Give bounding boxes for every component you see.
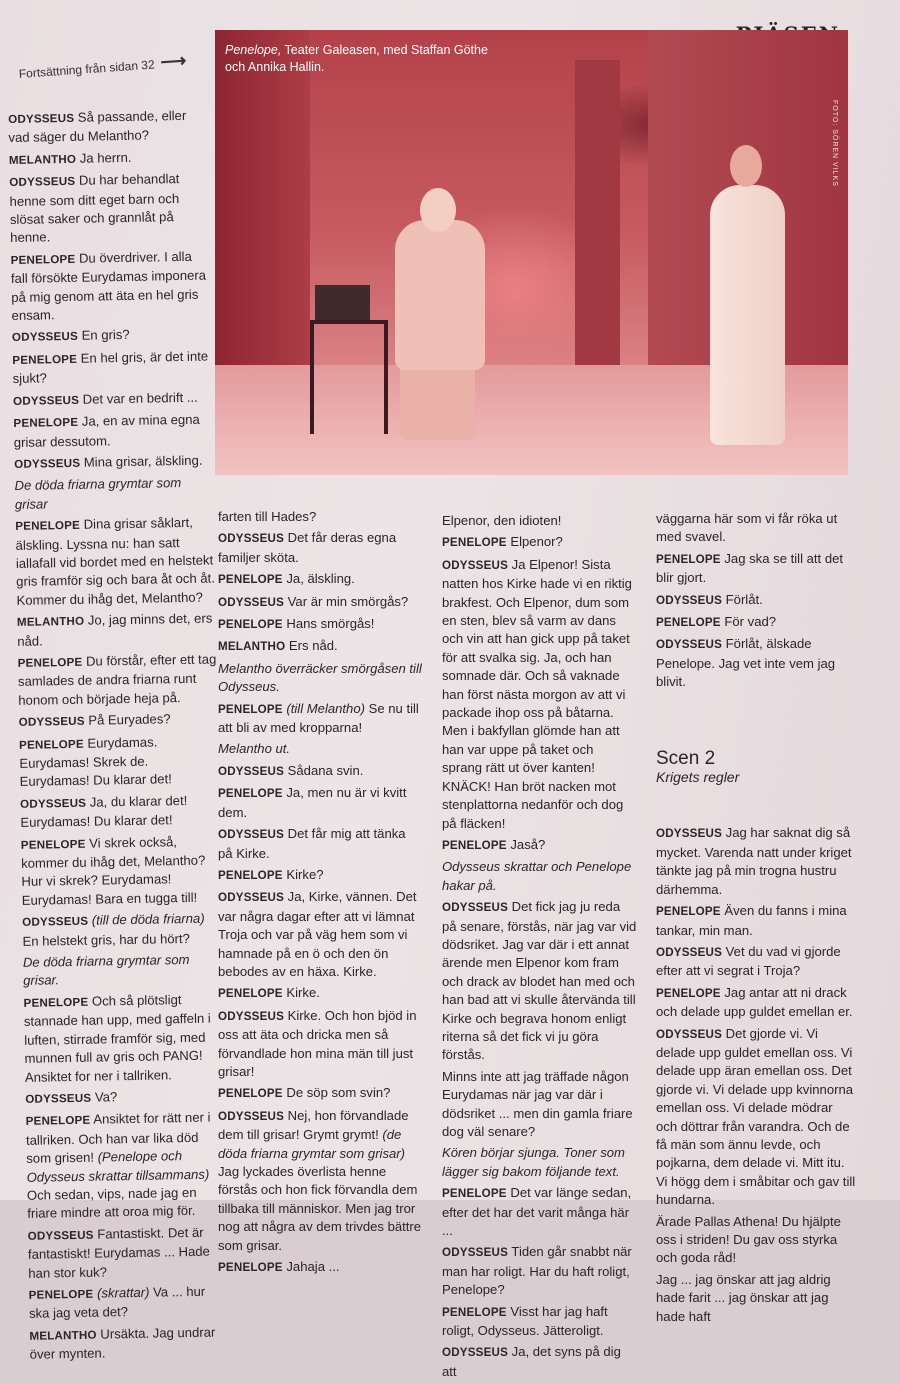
speaker-name: PENELOPE <box>656 987 721 1000</box>
script-line <box>13 388 213 411</box>
scene-subtitle: Krigets regler <box>656 768 856 786</box>
line-text: En hel gris, är det inte sjukt? <box>13 348 209 386</box>
script-line <box>218 1007 423 1082</box>
text-column-3 <box>442 512 637 1384</box>
script-line <box>218 984 423 1003</box>
line-text: Va? <box>91 1089 117 1104</box>
speaker-name: PENELOPE <box>218 618 283 631</box>
stool-shape <box>310 320 388 434</box>
stage-direction: Melantho ut. <box>218 741 290 756</box>
script-line <box>19 710 219 733</box>
speaker-name: ODYSSEUS <box>218 1010 284 1023</box>
script-line <box>442 556 637 833</box>
script-line <box>218 866 423 885</box>
script-line <box>218 615 423 634</box>
script-line <box>442 1303 637 1341</box>
line-text: Ursäkta. Jag undrar över mynten. <box>30 1324 216 1362</box>
inline-stage-direction: (till de döda friarna) <box>88 911 205 928</box>
line-text: Det var en bedrift ... <box>79 389 198 406</box>
script-line <box>442 533 637 552</box>
script-line <box>656 943 856 981</box>
script-line <box>656 984 856 1022</box>
line-text: Kirke. Och hon bjöd in oss att äta och dricka men så förvandlade hon mina män till just grisar! <box>218 1008 417 1079</box>
line-text: farten till Hades? <box>218 509 316 524</box>
script-line <box>23 990 225 1087</box>
line-text: Kirke. <box>283 985 320 1000</box>
speaker-name: MELANTHO <box>9 153 77 167</box>
text-column-1 <box>8 107 230 1368</box>
speaker-name: PENELOPE <box>218 1087 283 1100</box>
line-text: På Euryades? <box>85 711 171 727</box>
line-text: Mina grisar, älskling. <box>80 453 203 470</box>
script-line <box>218 593 423 612</box>
script-line <box>29 1323 230 1364</box>
speaker-name: ODYSSEUS <box>14 457 80 471</box>
script-line <box>218 888 423 981</box>
actor-man-shape <box>395 220 485 370</box>
radio-shape <box>315 285 370 320</box>
script-line <box>8 107 209 148</box>
arrow-right-icon: ⟶ <box>160 50 187 72</box>
line-text: Elpenor? <box>507 534 563 549</box>
script-line <box>656 591 856 610</box>
script-line <box>656 510 856 547</box>
actor-woman-shape <box>710 185 785 445</box>
line-text: För vad? <box>721 614 776 629</box>
line-text: Jag ska se till att det blir gjort. <box>656 551 843 585</box>
script-line <box>20 791 221 832</box>
photo-caption: Penelope, Teater Galeasen, med Staffan Göthe och Annika Hallin. <box>225 42 495 76</box>
speaker-name: PENELOPE <box>13 416 78 430</box>
line-text: Var är min smörgås? <box>284 594 408 609</box>
script-line <box>13 411 214 452</box>
speaker-name: PENELOPE <box>442 839 507 852</box>
speaker-name: PENELOPE <box>656 553 721 566</box>
line-text: Va ... hur ska jag veta det? <box>29 1284 205 1321</box>
speaker-name: PENELOPE <box>656 905 721 918</box>
speaker-name: PENELOPE <box>218 703 283 716</box>
speaker-name: PENELOPE <box>21 837 86 851</box>
line-text: Ja, det syns på dig att <box>442 1344 621 1378</box>
line-text: Jaså? <box>507 837 546 852</box>
speaker-name: ODYSSEUS <box>656 1028 722 1041</box>
line-text: Vi skrek också, kommer du ihåg det, Melantho? Hur vi skrek? Eurydamas! Eurydamas! Bara en tugga till! <box>21 834 205 908</box>
line-text: Det var länge sedan, efter det har det varit många här ... <box>442 1185 631 1238</box>
script-line <box>218 570 423 589</box>
script-line <box>21 832 222 910</box>
line-text: Tiden går snabbt när man har roligt. Har du haft roligt, Penelope? <box>442 1244 632 1297</box>
script-line <box>218 1107 423 1255</box>
speaker-name: ODYSSEUS <box>218 765 284 778</box>
stage-direction: Melantho överräcker smörgåsen till Odysseus. <box>218 661 422 694</box>
line-text: Nej, hon förvandlade dem till grisar! Grymt grymt! <box>218 1108 409 1142</box>
inline-stage-direction: (till Melantho) <box>283 701 365 716</box>
line-text: Du har behandlat henne som ditt eget barn och slösat saker och grannlåt på henne. <box>9 171 179 245</box>
stage-direction: De döda friarna grymtar som grisar <box>14 475 181 511</box>
scene-heading: Scen 2 <box>656 750 856 768</box>
script-line <box>218 660 423 697</box>
script-line <box>656 902 856 940</box>
speaker-name: PENELOPE <box>18 656 83 670</box>
script-line <box>656 1213 856 1268</box>
line-text: Minns inte att jag träffade någon Eurydamas när jag var där i dödsriket ... men din gamla friare dog väl senare? <box>442 1069 633 1139</box>
speaker-name: ODYSSEUS <box>12 330 78 344</box>
script-line <box>442 898 637 1065</box>
speaker-name: PENELOPE <box>218 987 283 1000</box>
inline-stage-direction: (Penelope och Odysseus skrattar tillsammans) <box>26 1148 209 1184</box>
column-4-bottom <box>656 824 856 1326</box>
script-line <box>442 1243 637 1299</box>
line-text: Så passande, eller vad säger du Melantho? <box>8 108 186 146</box>
script-line <box>656 1271 856 1326</box>
script-line <box>12 325 212 348</box>
script-line <box>218 740 423 758</box>
line-text: Ja, Kirke, vännen. Det var några dagar efter att vi lämnat Troja och var på väg hem som vi hamnade på en ö och den ön bebodes av en häxa. Kirke. <box>218 889 417 979</box>
speaker-name: PENELOPE <box>218 787 283 800</box>
speaker-name: PENELOPE <box>218 573 283 586</box>
speaker-name: ODYSSEUS <box>442 1346 508 1359</box>
script-line <box>442 1144 637 1181</box>
script-line <box>218 825 423 863</box>
line-text: Och sedan, vips, nade jag en friare mindre att oroa mig för. <box>27 1185 197 1221</box>
script-line <box>442 1068 637 1142</box>
stage-photo <box>215 30 848 475</box>
speaker-name: PENELOPE <box>656 616 721 629</box>
speaker-name: ODYSSEUS <box>218 532 284 545</box>
script-line <box>25 1086 225 1109</box>
speaker-name: PENELOPE <box>218 869 283 882</box>
script-line <box>10 247 211 325</box>
line-text: De söp som svin? <box>283 1085 391 1100</box>
speaker-name: PENELOPE <box>12 353 77 367</box>
line-text: Elpenor, den idioten! <box>442 513 561 528</box>
speaker-name: ODYSSEUS <box>442 1246 508 1259</box>
speaker-name: ODYSSEUS <box>19 715 85 729</box>
line-text: väggarna här som vi får röka ut med svavel. <box>656 511 837 544</box>
line-text: Förlåt, älskade Penelope. Jag vet inte vem jag blivit. <box>656 636 835 689</box>
speaker-name: ODYSSEUS <box>656 594 722 607</box>
script-line <box>442 858 637 895</box>
text-column-4 <box>656 510 856 1329</box>
speaker-name: ODYSSEUS <box>25 1092 91 1106</box>
line-text: Vet du vad vi gjorde efter att vi segrat i Troja? <box>656 944 841 978</box>
speaker-name: PENELOPE <box>26 1114 91 1128</box>
line-text: Ja, men nu är vi kvitt dem. <box>218 785 406 819</box>
line-text: Jo, jag minns det, ers nåd. <box>17 611 212 649</box>
speaker-name: PENELOPE <box>29 1288 94 1302</box>
script-line <box>218 508 423 526</box>
line-text: Ers nåd. <box>285 638 337 653</box>
photo-credit: FOTO: SÖREN VILKS <box>831 100 838 187</box>
line-text: Ja herrn. <box>76 150 132 166</box>
script-line <box>218 1258 423 1277</box>
script-line <box>29 1282 230 1323</box>
line-text: En gris? <box>78 327 130 343</box>
line-text: Även du fanns i mina tankar, min man. <box>656 903 847 937</box>
speaker-name: PENELOPE <box>442 1306 507 1319</box>
speaker-name: MELANTHO <box>218 640 285 653</box>
script-line <box>218 762 423 781</box>
line-text: Dina grisar såklart, älskling. Lyssna nu: han satt iallafall vid bordet med en helstekt gris framför sig och bara åt och åt. Kommer du ihåg det, Melantho? <box>15 515 215 608</box>
line-text: En helstekt gris, har du hört? <box>22 931 190 949</box>
line-text: Jag lyckades överlista henne förstås och hon fick förvandla dem tillbaka till människor. Men jag tror nog att några av dem trivdes bättre som grisar. <box>218 1164 421 1253</box>
column-4-top <box>656 510 856 692</box>
script-line <box>19 732 220 792</box>
line-text: Jag ... jag önskar att jag aldrig hade farit ... jag önskar att jag hade haft <box>656 1272 831 1324</box>
speaker-name: ODYSSEUS <box>22 915 88 929</box>
inline-stage-direction: (de döda friarna grymtar som grisar) <box>218 1127 405 1160</box>
speaker-name: MELANTHO <box>29 1328 97 1342</box>
script-line <box>17 650 218 710</box>
line-text: Det gjorde vi. Vi delade upp guldet emellan oss. Vi delade upp äran emellan oss. Det gjorde vi. Vi delade upp kvinnorna emellan oss. Vi delade mödrar och döttrar från varandra. Och de få män som ännu levde, och pojkarna, dem delade vi. Mitt itu. Vi högg dem i småbitar och gav till hundarna. <box>656 1026 855 1208</box>
speaker-name: ODYSSEUS <box>656 827 722 840</box>
script-line <box>442 1184 637 1240</box>
script-line <box>218 784 423 822</box>
script-line <box>656 550 856 588</box>
script-line <box>23 950 224 990</box>
stage-direction: Kören börjar sjunga. Toner som lägger sig bakom följande text. <box>442 1145 625 1178</box>
line-text: Det får mig att tänka på Kirke. <box>218 826 406 860</box>
line-text: Ja Elpenor! Sista natten hos Kirke hade vi en riktig brakfest. Och Elpenor, dum som en sten, blev så varm av dans och vin att han gick upp på taket för att svalka sig. Ja, och han somnade där. Och så vaknade han först nästa morgon av att vi packade ihop oss på båtarna. Men i bakfyllan glömde han att han var uppe på taket och sprang rätt ut över kanten! KNÄCK! Han bröt nacken mot stenplattorna nedanför och dog på fläcken! <box>442 557 632 831</box>
script-line <box>218 529 423 567</box>
speaker-name: PENELOPE <box>23 996 88 1010</box>
line-text: Se nu till att bli av med kropparna! <box>218 701 419 735</box>
speaker-name: ODYSSEUS <box>218 596 284 609</box>
stage-direction: De döda friarna grymtar som grisar. <box>23 952 190 988</box>
line-text: Eurydamas. Eurydamas! Skrek de. Eurydamas! Du klarar det! <box>19 734 172 789</box>
line-text: Du förstår, efter ett tag samlades de andra friarna runt honom och började heja på. <box>18 651 217 707</box>
speaker-name: ODYSSEUS <box>218 891 284 904</box>
speaker-name: ODYSSEUS <box>442 901 508 914</box>
line-text: Du överdriver. I alla fall försökte Eurydamas imponera på mig genom att äta en hel gris ensam. <box>11 249 206 323</box>
speaker-name: ODYSSEUS <box>442 559 508 572</box>
script-line <box>442 836 637 855</box>
line-text: Jahaja ... <box>283 1259 340 1274</box>
script-line <box>22 910 223 951</box>
speaker-name: ODYSSEUS <box>9 175 75 189</box>
script-line <box>9 147 209 170</box>
script-line <box>15 514 217 611</box>
line-text: Förlåt. <box>722 592 763 607</box>
line-text: Ja, älskling. <box>283 571 355 586</box>
script-line <box>442 512 637 530</box>
line-text: Jag har saknat dig så mycket. Varenda natt under kriget tänkte jag på min trogna hustru därhemma. <box>656 825 852 896</box>
line-text: Och så plötsligt stannade han upp, med gaffeln i luften, stirrade framför sig, med munnen full av gris och PANG! Ansiktet for ner i tallriken. <box>24 992 211 1084</box>
speaker-name: PENELOPE <box>19 737 84 751</box>
speaker-name: ODYSSEUS <box>656 946 722 959</box>
line-text: Ja, en av mina egna grisar dessutom. <box>14 412 200 450</box>
speaker-name: ODYSSEUS <box>13 393 79 407</box>
speaker-name: MELANTHO <box>17 615 85 629</box>
script-line <box>9 170 210 248</box>
script-line <box>656 613 856 632</box>
continuation-note <box>18 50 187 83</box>
line-text: Fantastiskt. Det är fantastiskt! Eurydamas ... Hade han stor kuk? <box>28 1225 210 1281</box>
stage-direction: Odysseus skrattar och Penelope hakar på. <box>442 859 631 892</box>
line-text: Ansiktet for rätt ner i tallriken. Och han var lika död som grisen! <box>26 1110 211 1166</box>
continuation-text: Fortsättning från sidan 32 <box>18 57 155 80</box>
speaker-name: ODYSSEUS <box>20 797 86 811</box>
line-text: Det fick jag ju reda på senare, förstås, när jag var vid dödsriket. Jag var där i ett annat ärende men Elpenor kom fram och drack av blodet han med och han bad att vi skulle återvända till Kirke och begrava honom enligt riterna så det fick vi ju göra förstås. <box>442 899 636 1062</box>
script-line <box>14 451 214 474</box>
script-line <box>656 824 856 899</box>
line-text: Ärade Pallas Athena! Du hjälpte oss i striden! Du gav oss styrka och goda råd! <box>656 1214 841 1266</box>
script-line <box>656 1025 856 1210</box>
line-text: Kirke? <box>283 867 324 882</box>
line-text: Det får deras egna familjer sköta. <box>218 530 396 564</box>
inline-stage-direction: (skrattar) <box>93 1285 149 1301</box>
script-line <box>442 1343 637 1381</box>
speaker-name: ODYSSEUS <box>656 638 722 651</box>
speaker-name: ODYSSEUS <box>28 1228 94 1242</box>
speaker-name: ODYSSEUS <box>218 828 284 841</box>
script-line <box>218 637 423 656</box>
line-text: Visst har jag haft roligt, Odysseus. Jätteroligt. <box>442 1304 608 1338</box>
line-text: Jag antar att ni drack och delade upp guldet emellan er. <box>656 985 853 1019</box>
speaker-name: PENELOPE <box>11 253 76 267</box>
speaker-name: ODYSSEUS <box>218 1110 284 1123</box>
script-line <box>218 700 423 738</box>
script-line <box>17 610 218 651</box>
script-line <box>25 1109 227 1224</box>
line-text: Sådana svin. <box>284 763 363 778</box>
script-line <box>218 1084 423 1103</box>
text-column-2 <box>218 508 423 1280</box>
script-line <box>12 347 213 388</box>
speaker-name: ODYSSEUS <box>8 112 74 126</box>
script-line <box>656 635 856 691</box>
speaker-name: PENELOPE <box>442 1187 507 1200</box>
line-text: Ja, du klarar det! Eurydamas! Du klarar det! <box>20 793 187 830</box>
speaker-name: PENELOPE <box>218 1261 283 1274</box>
speaker-name: PENELOPE <box>15 519 80 533</box>
speaker-name: PENELOPE <box>442 536 507 549</box>
script-line <box>14 474 215 514</box>
script-line <box>27 1223 228 1283</box>
line-text: Hans smörgås! <box>283 616 375 631</box>
